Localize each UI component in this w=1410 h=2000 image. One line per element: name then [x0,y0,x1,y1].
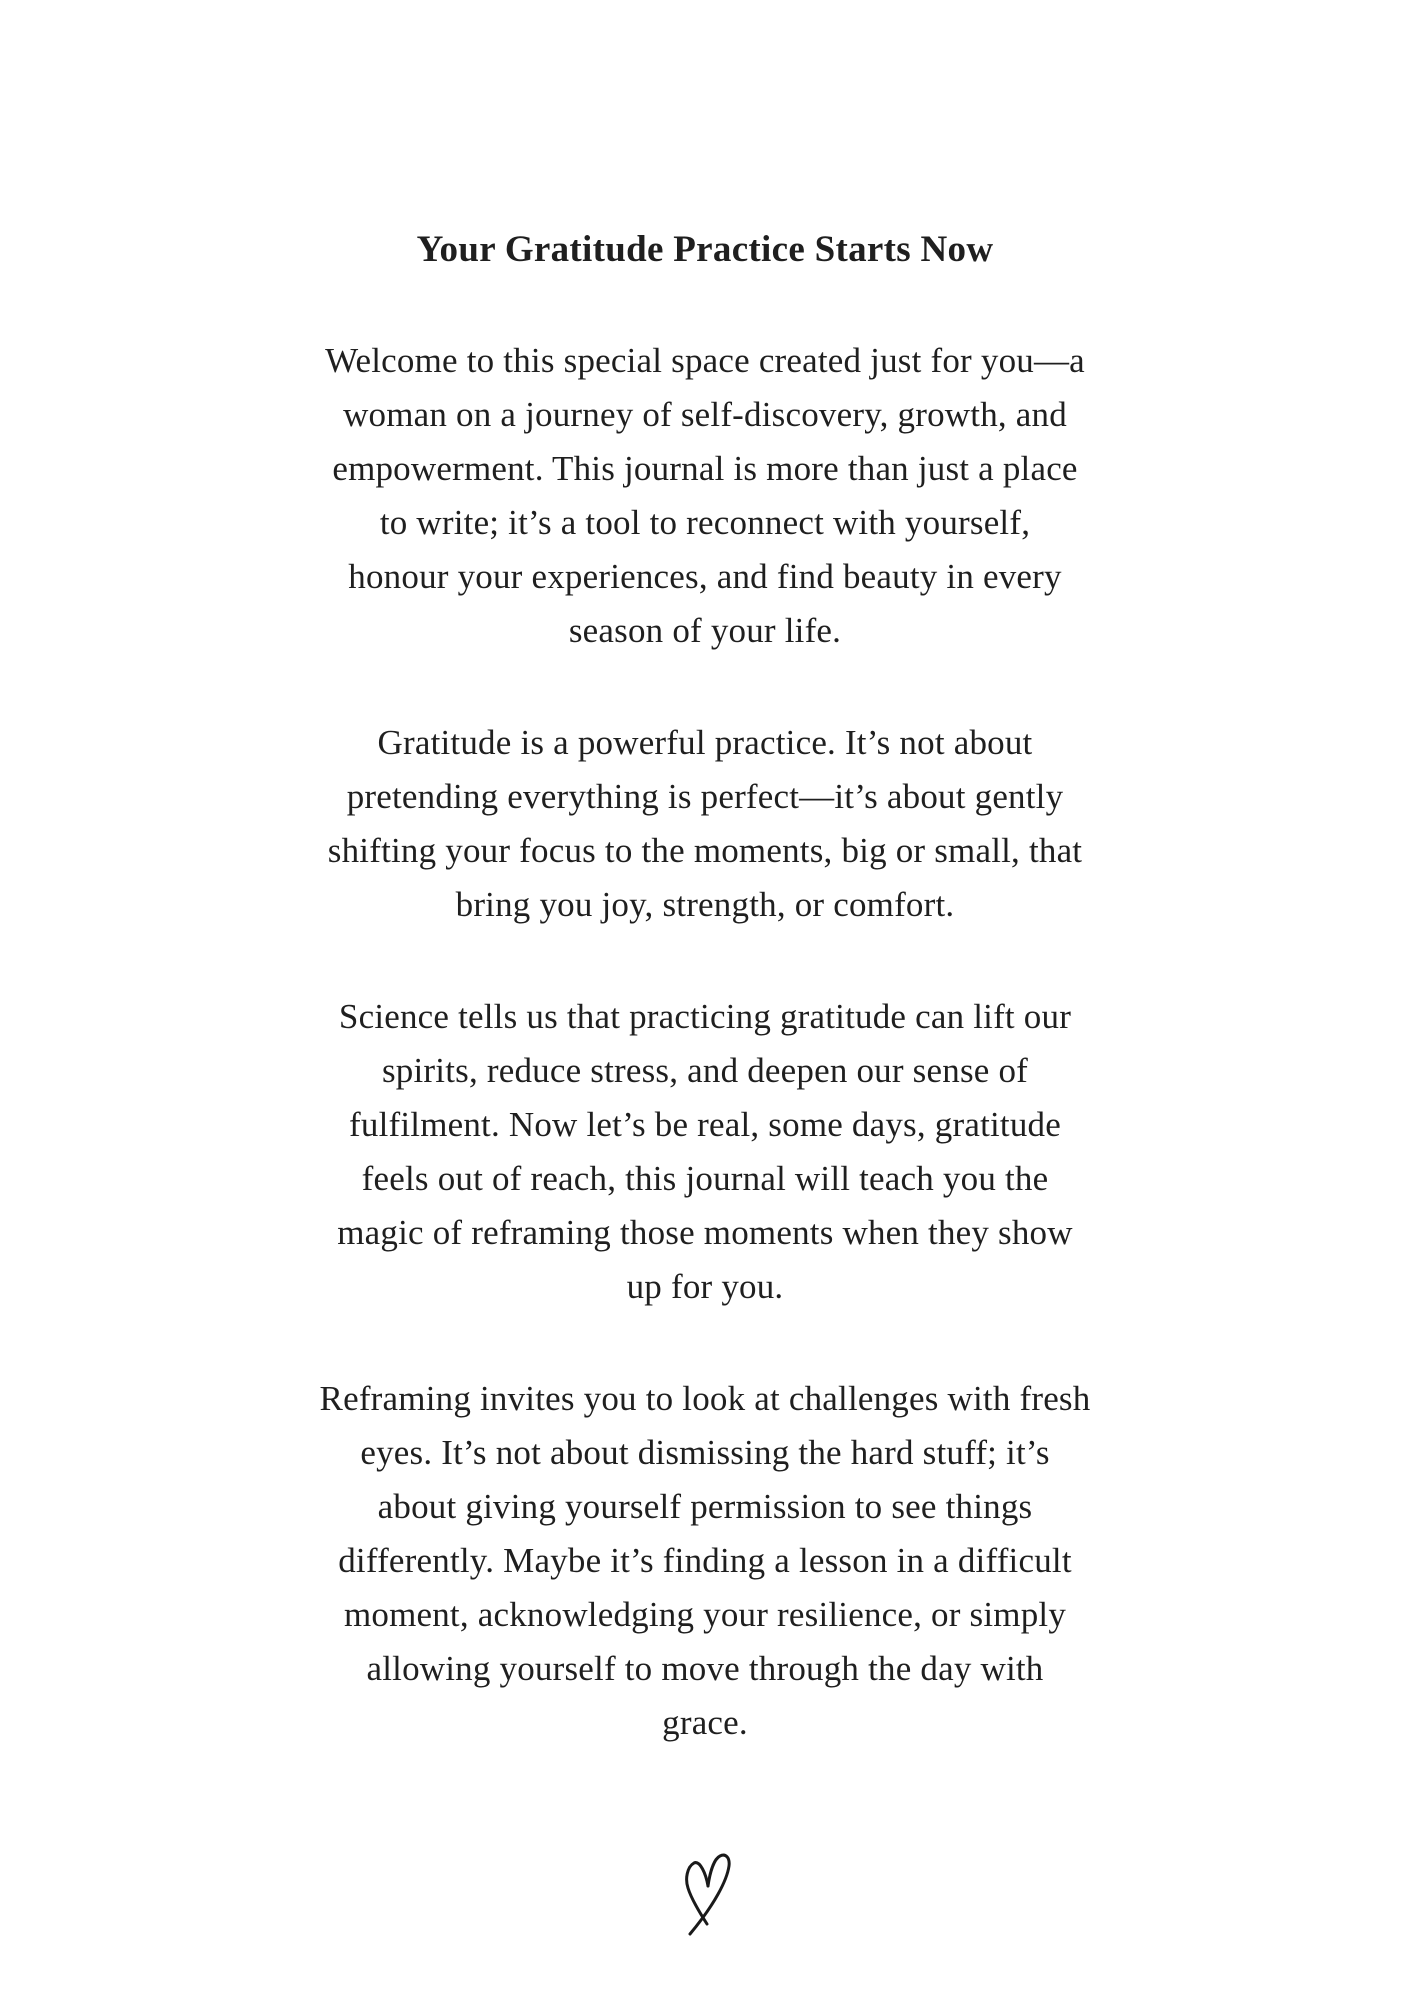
text-line: Welcome to this special space created just for you—a [325,341,1085,380]
text-line: eyes. It’s not about dismissing the hard stuff; it’s [360,1433,1050,1472]
footer-decoration [0,1852,1410,1938]
page-title: Your Gratitude Practice Starts Now [416,229,994,270]
gratitude-practice-paragraph [130,716,1280,932]
text-line: Science tells us that practicing gratitude can lift our [338,997,1072,1036]
text-line: woman on a journey of self-discovery, growth, and [343,395,1067,434]
text-line: honour your experiences, and find beauty in every [348,557,1062,596]
text-line: grace. [662,1703,748,1742]
reframing-paragraph [130,1372,1280,1750]
text-line: allowing yourself to move through the day with [366,1649,1044,1688]
text-line: magic of reframing those moments when they show [337,1213,1073,1252]
text-line: spirits, reduce stress, and deepen our sense of [381,1051,1028,1090]
text-line: moment, acknowledging your resilience, or simply [343,1595,1067,1634]
text-line: fulfilment. Now let’s be real, some days, gratitude [349,1105,1061,1144]
text-line: about giving yourself permission to see things [377,1487,1033,1526]
text-line: differently. Maybe it’s finding a lesson in a difficult [338,1541,1072,1580]
text-line: season of your life. [568,611,842,650]
text-line: bring you joy, strength, or comfort. [455,885,955,924]
text-line: empowerment. This journal is more than just a place [332,449,1078,488]
text-line: to write; it’s a tool to reconnect with yourself, [379,503,1031,542]
intro-paragraph [130,334,1280,658]
science-paragraph [130,990,1280,1314]
text-line: shifting your focus to the moments, big or small, that [327,831,1083,870]
text-line: up for you. [626,1267,784,1306]
heart-doodle-icon [685,1852,737,1938]
text-line: Reframing invites you to look at challenges with fresh [319,1379,1091,1418]
text-line: pretending everything is perfect—it’s about gently [346,777,1064,816]
text-line: Gratitude is a powerful practice. It’s not about [377,723,1033,762]
text-line: feels out of reach, this journal will teach you the [361,1159,1049,1198]
